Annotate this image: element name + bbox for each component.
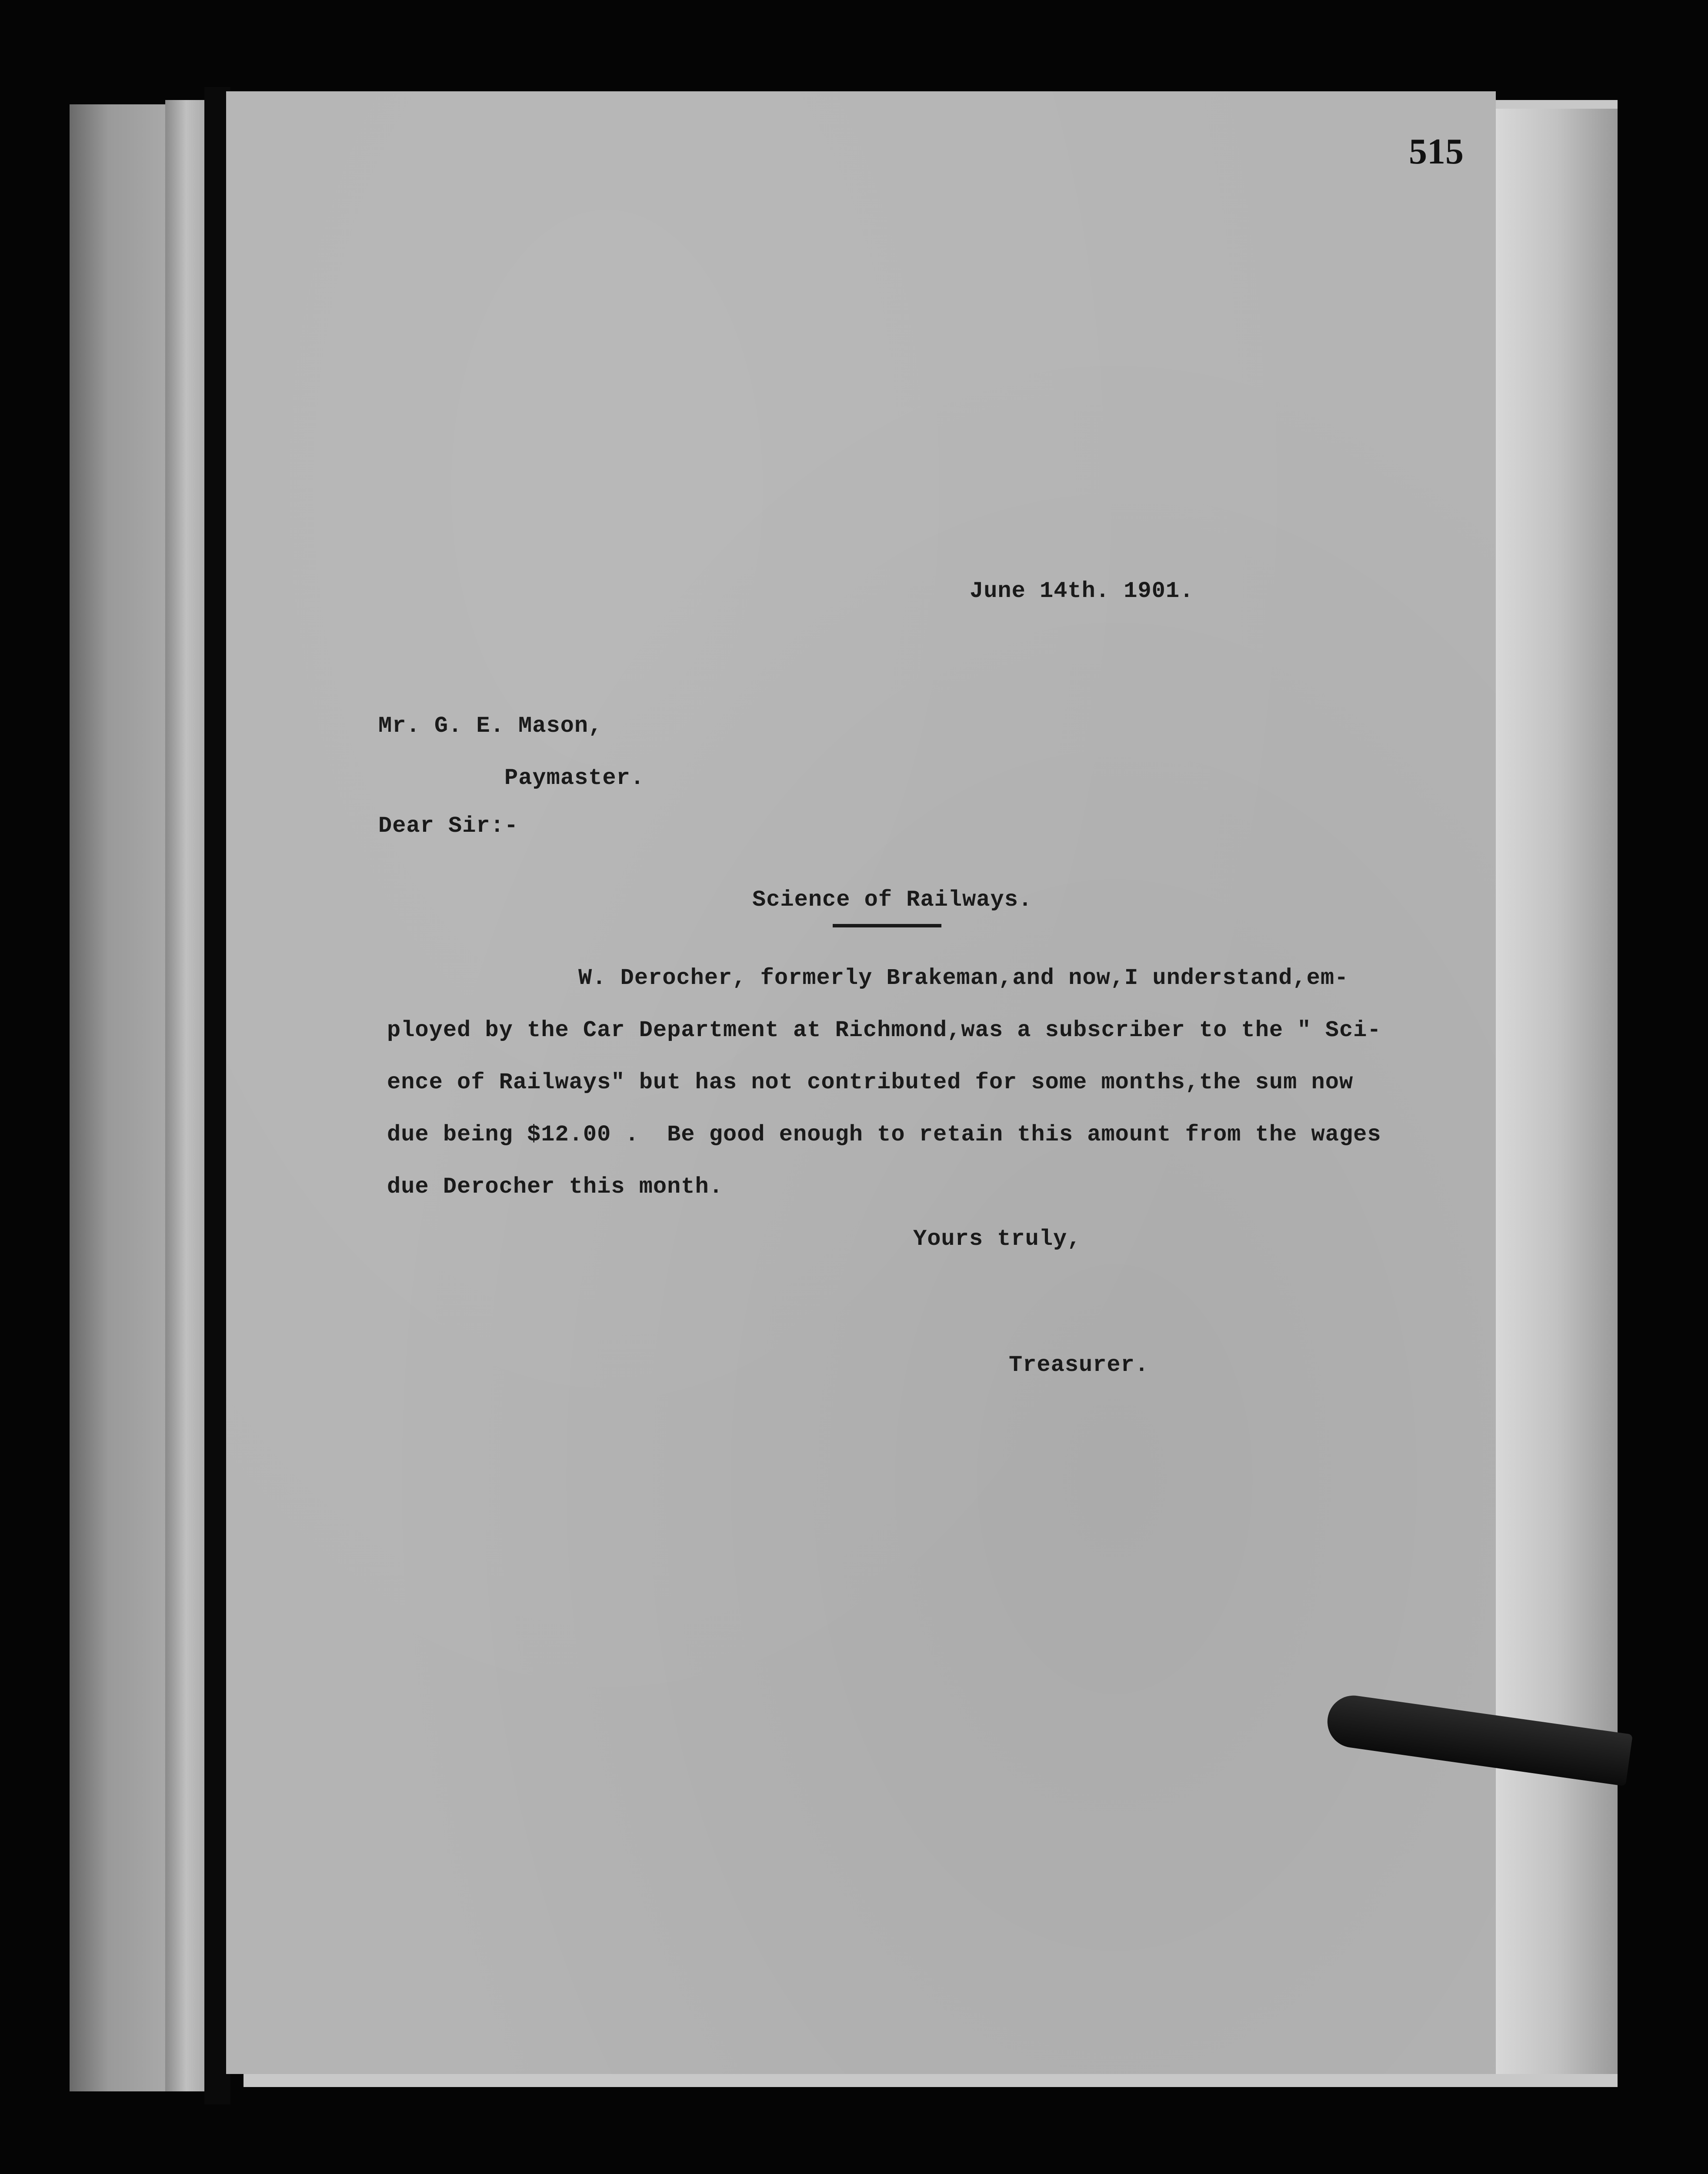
addressee-name: Mr. G. E. Mason, [378, 713, 603, 739]
letter-subject: Science of Railways. [752, 887, 1033, 913]
letter-closing: Yours truly, [913, 1226, 1081, 1252]
letter-signature: Treasurer. [1009, 1352, 1149, 1378]
page-number: 515 [1409, 131, 1464, 172]
body-line: W. Derocher, formerly Brakeman,and now,I understand,em- [578, 965, 1349, 991]
body-line: ployed by the Car Department at Richmond,was a subscriber to the " Sci- [387, 1017, 1381, 1043]
subject-underline [833, 924, 941, 927]
salutation: Dear Sir:- [378, 813, 519, 839]
body-line: ence of Railways" but has not contributed for some months,the sum now [387, 1070, 1354, 1095]
letter-date: June 14th. 1901. [970, 578, 1194, 604]
body-line: due Derocher this month. [387, 1174, 723, 1200]
body-line: due being $12.00 . Be good enough to retain this amount from the wages [387, 1122, 1381, 1147]
addressee-title: Paymaster. [504, 765, 645, 791]
